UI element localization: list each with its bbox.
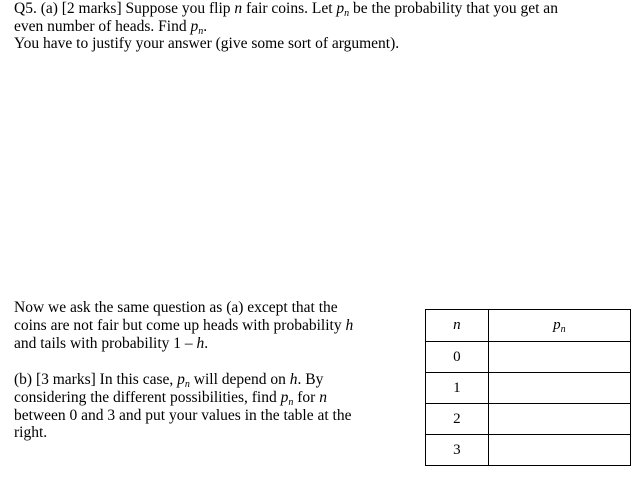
table-header-row [426,310,631,342]
header-n: n [426,310,489,342]
cell-n: 3 [426,435,489,466]
intro-line-2: coins are not fair but come up heads with probability h [14,316,354,334]
header-pn: $p_n$ [488,310,630,342]
cell-pn-input[interactable] [488,342,630,373]
partb-line-1: (b) [3 marks] In this case, $p_n$ will depend on h. By [14,371,324,390]
probability-table [425,309,631,466]
intro-line-1: Now we ask the same question as (a) except that the [14,299,338,316]
table-row [426,404,631,435]
cell-pn-input[interactable] [488,435,630,466]
question-5-part-a [14,0,626,53]
q5-line-2: even number of heads. Find $p_n$. [14,17,208,37]
q5-line-3: You have to justify your answer (give some sort of argument). [14,35,400,52]
table-row [426,435,631,466]
partb-line-4: right. [14,424,48,442]
intro-line-3: and tails with probability 1 – h. [14,334,209,352]
q5-line-1: Q5. (a) [2 marks] Suppose you flip n fair coins. Let $p_n$ be the probability that you get an [14,0,558,19]
partb-line-3: between 0 and 3 and put your values in the table at the [14,406,352,424]
cell-n: 1 [426,373,489,404]
cell-pn-input[interactable] [488,373,630,404]
part-b-intro [14,299,394,352]
cell-n: 0 [426,342,489,373]
partb-line-2: considering the different possibilities, find $p_n$ for n [14,388,327,408]
table-row [426,373,631,404]
question-5-part-b [14,371,394,442]
cell-n: 2 [426,404,489,435]
cell-pn-input[interactable] [488,404,630,435]
table-row [426,342,631,373]
